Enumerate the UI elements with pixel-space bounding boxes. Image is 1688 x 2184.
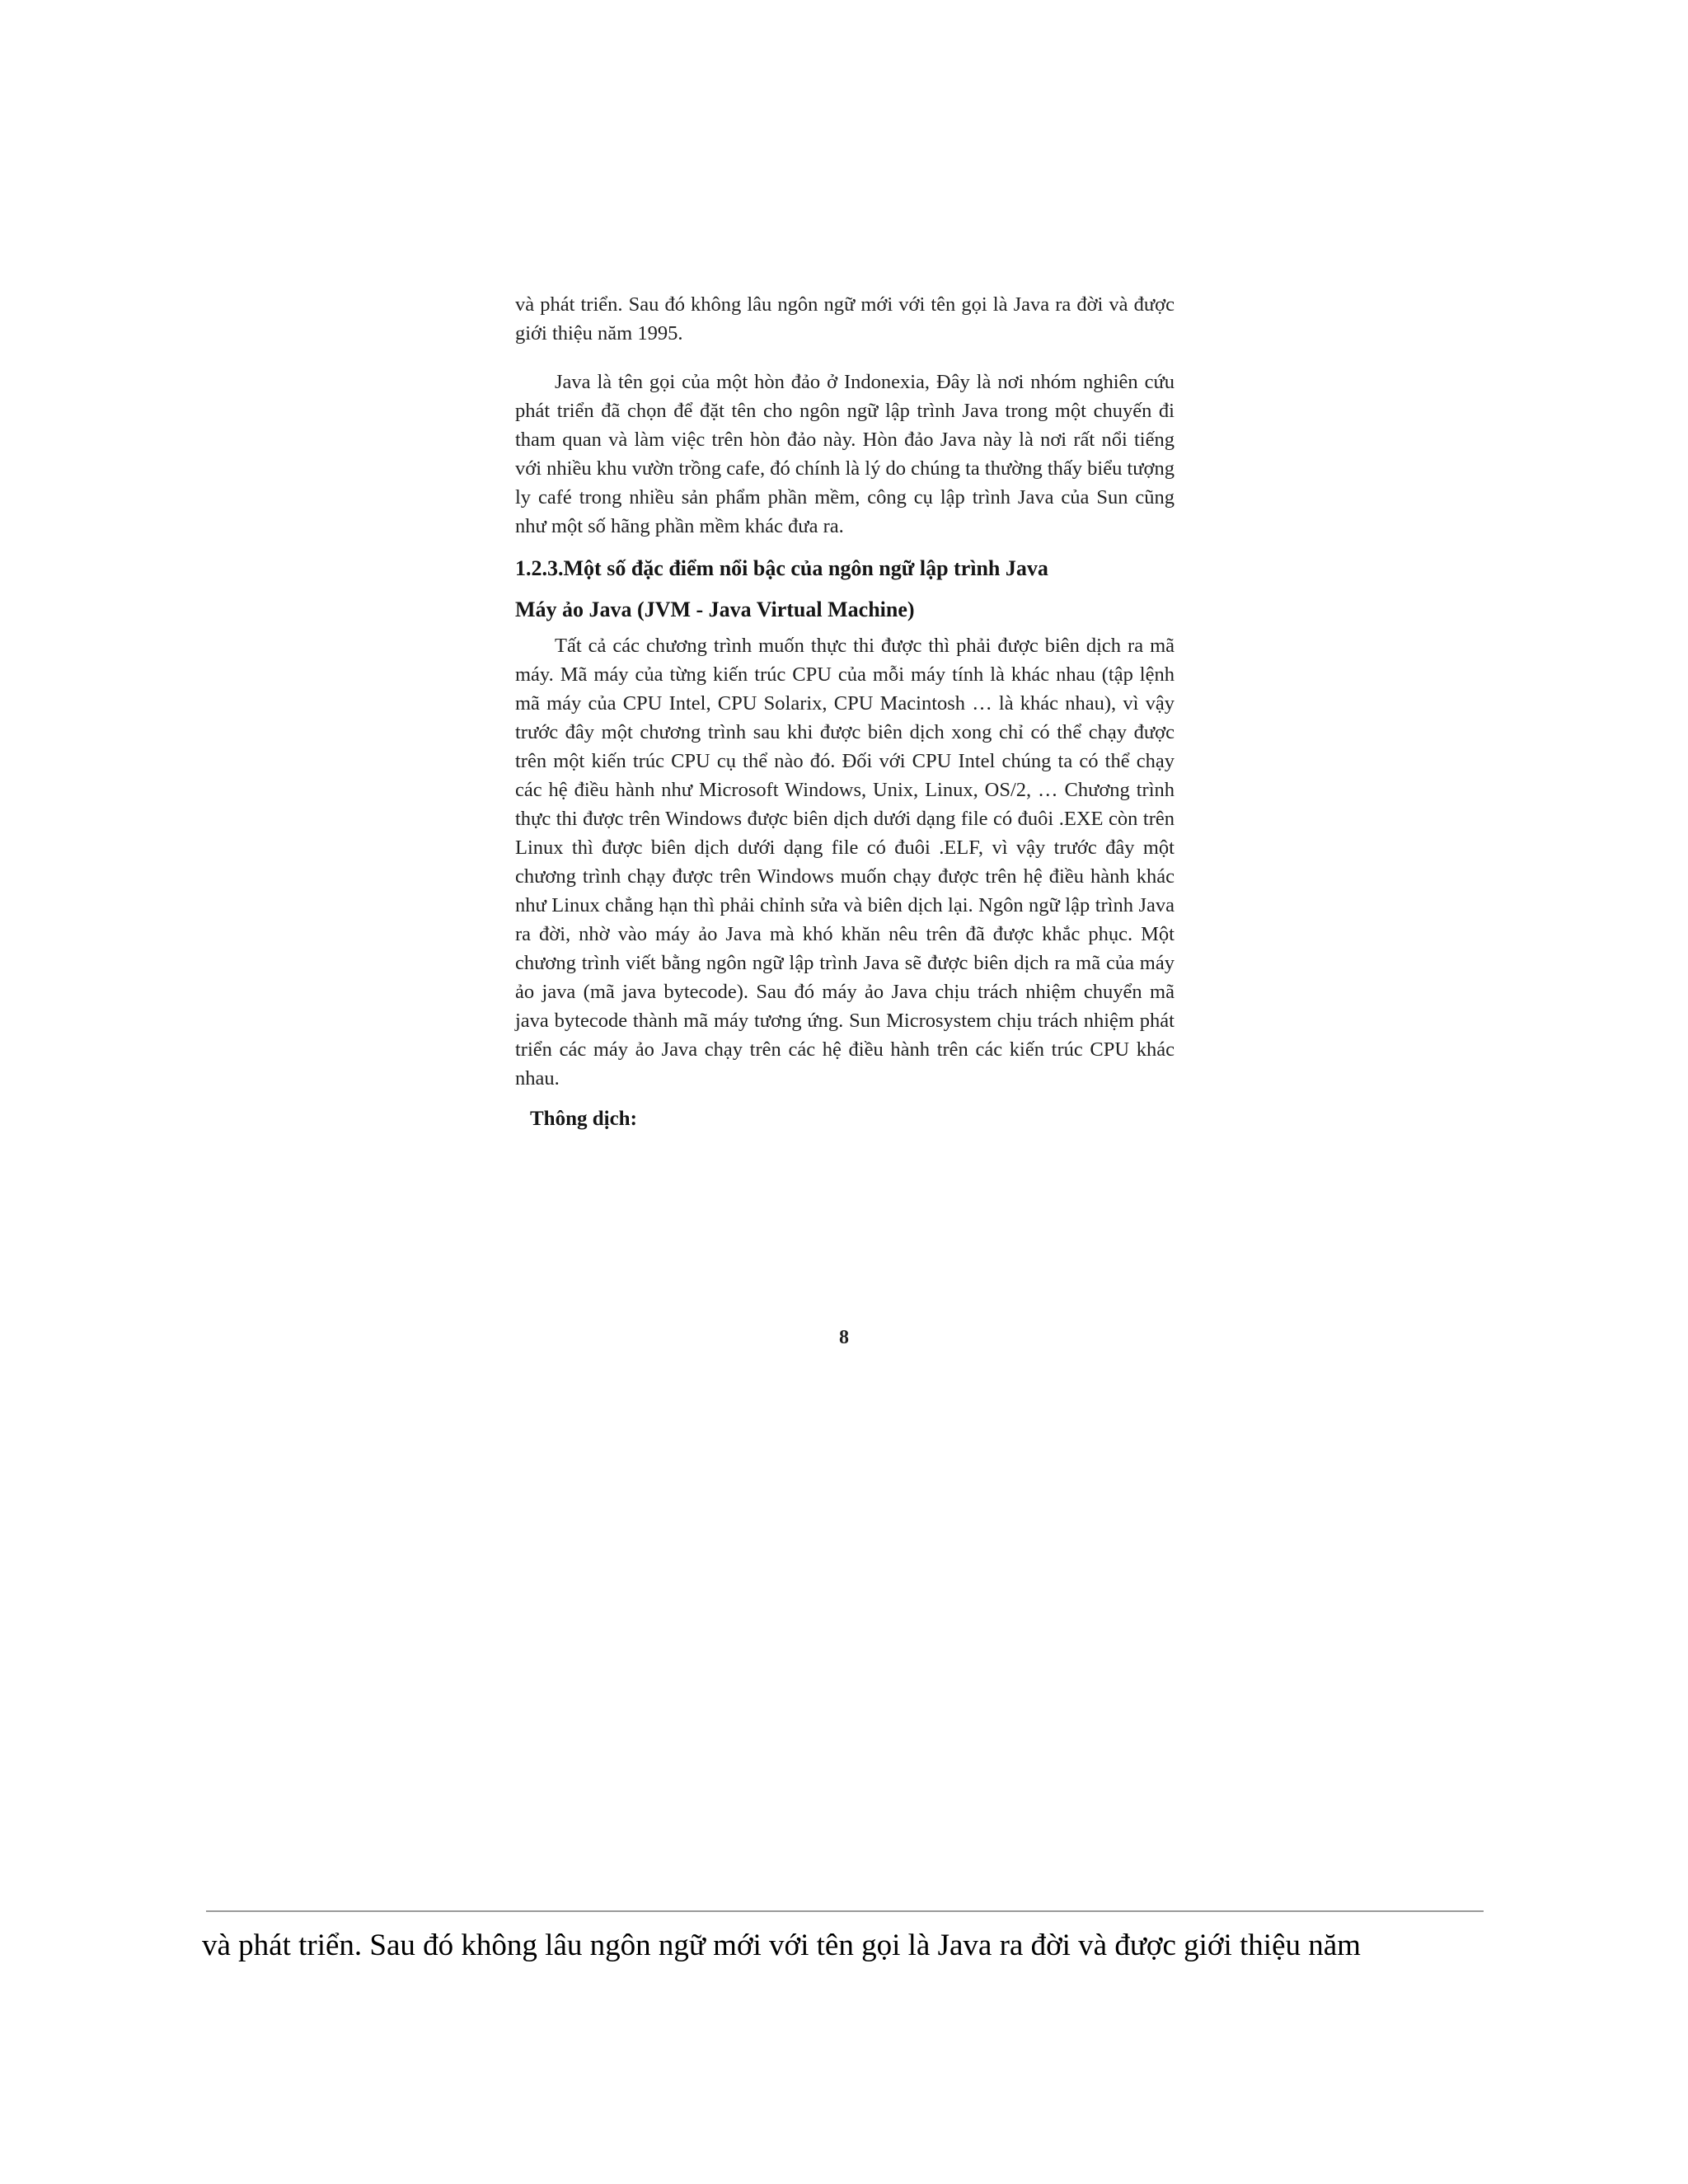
jvm-subheading: Máy ảo Java (JVM - Java Virtual Machine) <box>515 598 915 621</box>
java-island-paragraph: Java là tên gọi của một hòn đảo ở Indonexia, Đây là nơi nhóm nghiên cứu phát triển đã chọn để đặt tên cho ngôn ngữ lập trình Java trong một chuyến đi tham quan và làm việc trên hòn đảo này. Hòn đảo Java này là nơi rất nổi tiếng với nhiều khu vườn trồng cafe, đó chính là lý do chúng ta thường thấy biểu tượng ly café trong nhiều sản phẩm phần mềm, công cụ lập trình Java của Sun cũng như một số hãng phần mềm khác đưa ra. <box>515 371 1175 537</box>
intro-paragraph: và phát triển. Sau đó không lâu ngôn ngữ mới với tên gọi là Java ra đời và được giới thiệu năm 1995. <box>515 293 1175 344</box>
horizontal-divider <box>206 1910 1484 1912</box>
jvm-paragraph: Tất cả các chương trình muốn thực thi được thì phải được biên dịch ra mã máy. Mã máy của từng kiến trúc CPU của mỗi máy tính là khác nhau (tập lệnh mã máy của CPU Intel, CPU Solarix, CPU Macintosh … là khác nhau), vì vậy trước đây một chương trình sau khi được biên dịch xong chỉ có thể chạy được trên một kiến trúc CPU cụ thể nào đó. Đối với CPU Intel chúng ta có thể chạy các hệ điều hành như Microsoft Windows, Unix, Linux, OS/2, … Chương trình thực thi được trên Windows được biên dịch dưới dạng file có đuôi .EXE còn trên Linux thì được biên dịch dưới dạng file có đuôi .ELF, vì vậy trước đây một chương trình chạy được trên Windows muốn chạy được trên hệ điều hành khác như Linux chẳng hạn thì phải chỉnh sửa và biên dịch lại. Ngôn ngữ lập trình Java ra đời, nhờ vào máy ảo Java mà khó khăn nêu trên đã được khắc phục. Một chương trình viết bằng ngôn ngữ lập trình Java sẽ được biên dịch ra mã của máy ảo java (mã java bytecode). Sau đó máy ảo Java chịu trách nhiệm chuyển mã java bytecode thành mã máy tương ứng. Sun Microsystem chịu trách nhiệm phát triển các máy ảo Java chạy trên các hệ điều hành trên các kiến trúc CPU khác nhau. <box>515 635 1175 1090</box>
page-number: 8 <box>839 1327 849 1348</box>
extracted-text-line: và phát triển. Sau đó không lâu ngôn ngữ mới với tên gọi là Java ra đời và được giới thiệu năm <box>202 1929 1361 1962</box>
section-heading: 1.2.3.Một số đặc điểm nổi bậc của ngôn ngữ lập trình Java <box>515 556 1048 580</box>
interpretation-subheading: Thông dịch: <box>530 1108 637 1130</box>
scanned-page-image <box>515 290 1175 1134</box>
